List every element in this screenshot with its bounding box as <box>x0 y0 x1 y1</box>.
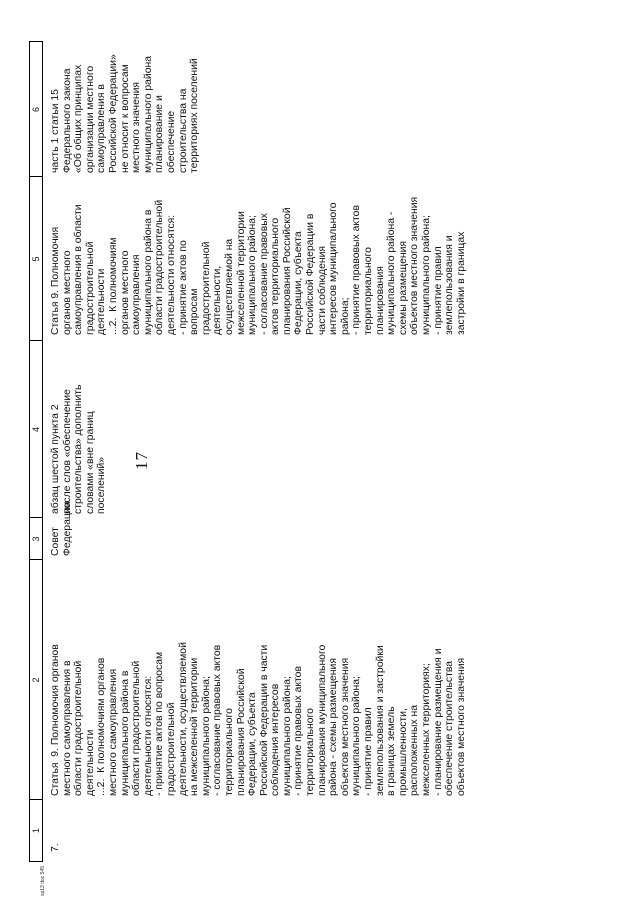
table-header-row <box>29 41 43 862</box>
column-header-2: 2 <box>31 677 41 683</box>
column-header-4: 4 <box>31 427 41 433</box>
header-divider <box>30 176 42 177</box>
column-header-1: 1 <box>31 828 41 834</box>
header-divider <box>30 559 42 560</box>
cell-amendment: абзац шестой пункта 2 после слов «обеспечение строительства» дополнить словами «вне границ поселений» <box>50 384 108 514</box>
header-divider <box>30 799 42 800</box>
header-divider <box>30 340 42 341</box>
column-header-5: 5 <box>31 256 41 262</box>
cell-proposed-text: Статья 9. Полномочия органов местного самоуправления в области градостроительной деятельности ...2. К полномочиям органов местного самоуправления муниципального района в области градостроительной деятельности относятся: - принятие актов по вопросам градостроительной деятельности, осуществляемой на межселенной территории муниципального района; - согласование правовых актов территориального планирования Российской Федерации, субъекта Российской Федерации в части соблюдения интересов муниципального района; - принятие правовых актов территориального планирования муниципального района - схемы размещения объектов местного значения муниципального района; - принятие правил землепользования и застройки в границах <box>50 196 467 335</box>
header-divider <box>30 517 42 518</box>
cell-justification: часть 1 статьи 15 Федерального закона «Об общих принципах организации местного самоуправления в Российской Федерации» не относит к вопросам местного значения муниципального района планирование и обеспечение строительства на территориях поселений <box>50 54 201 173</box>
row-number: 7. <box>50 843 61 852</box>
cell-current-text: Статья 9. Полномочия органов местного самоуправления в области градостроительной деятельности ...2. К полномочиям органов местного самоуправления муниципального района в области градостроительной деятельности относятся: - принятие актов по вопросам градостроительной деятельности, осуществляемой на межселенной территории муниципального района; - согласование правовых актов территориального планирования Российской Федерации, субъекта Российской Федерации в части соблюдения интересов муниципального района; - принятие правовых актов территориального планирования муниципального района - схемы размещения объектов местного значения муниципального района; - принятие правил землепользования и застройки в границах земель промышленности, расположенных на межселенных территориях; - планирование размещения и обеспечение строительства объектов местного значения <box>50 642 467 796</box>
column-header-3: 3 <box>31 536 41 542</box>
column-header-6: 6 <box>31 107 41 113</box>
cell-author: Совет Федерации <box>50 501 73 556</box>
document-stamp: sp13 doc 545 <box>40 865 46 896</box>
page-number: 17 <box>132 451 151 470</box>
